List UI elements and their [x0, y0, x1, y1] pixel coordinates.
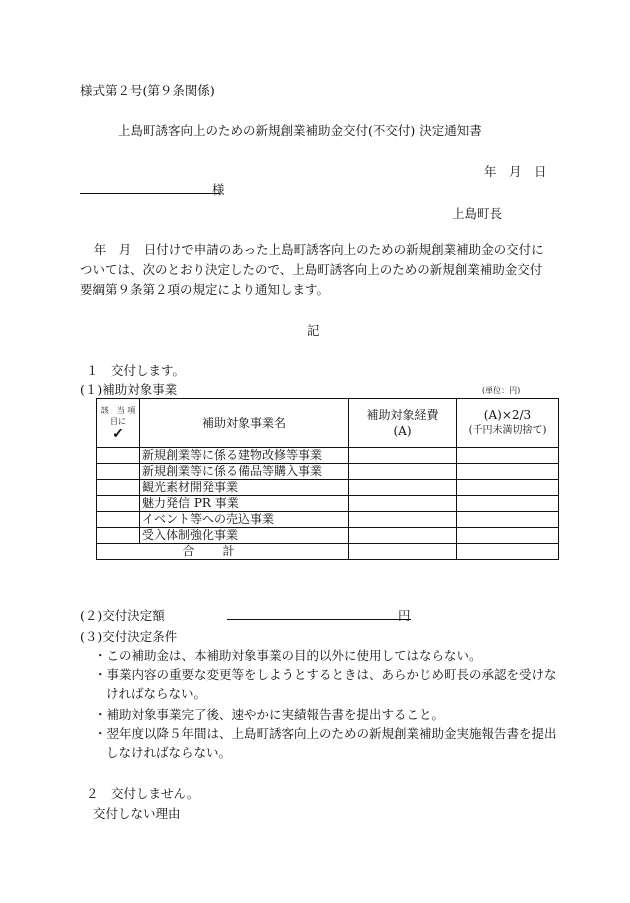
subsidy-header	[457, 399, 559, 448]
subsection3-title: (３)交付決定条件	[80, 629, 178, 644]
total-cost-cell[interactable]	[349, 544, 457, 560]
check-cell[interactable]	[97, 496, 140, 512]
cost-header-line1: 補助対象経費	[366, 408, 439, 422]
total-row	[97, 544, 559, 560]
cost-cell[interactable]	[349, 512, 457, 528]
project-name-cell: イベント等への売込事業	[140, 512, 349, 528]
document-title: 上島町誘客向上のための新規創業補助金交付(不交付) 決定通知書	[118, 123, 482, 138]
unit-note: (単位：円)	[482, 386, 521, 395]
non-grant-reason-label: 交付しない理由	[93, 806, 181, 821]
body-paragraph: 年 月 日付けで申請のあった上島町誘客向上のための新規創業補助金の交付については、次のとおり決定したので、上島町誘客向上のための新規創業補助金交付要綱第９条第２項の規定により通知します。	[80, 242, 544, 297]
table-row	[97, 480, 559, 496]
subsidy-cell[interactable]	[457, 528, 559, 544]
addressee-line	[80, 193, 220, 194]
check-column-header	[97, 399, 140, 448]
table-row	[97, 528, 559, 544]
section1-heading: １ 交付します。	[86, 363, 186, 378]
table-row	[97, 496, 559, 512]
amount-field[interactable]	[227, 619, 411, 620]
subsidy-header-line2: (千円未満切捨て)	[468, 425, 547, 436]
cost-cell[interactable]	[349, 480, 457, 496]
ki-heading: 記	[307, 323, 320, 338]
subsection2-title: (２)交付決定額	[80, 608, 165, 623]
project-name-cell: 魅力発信 PR 事業	[140, 496, 349, 512]
condition-item: ・事業内容の重要な変更等をしようとするときは、あらかじめ町長の承認を受けなければならない。	[94, 667, 557, 701]
cost-header-line2: (A)	[393, 424, 412, 438]
condition-item: ・この補助金は、本補助対象事業の目的以外に使用してはならない。	[94, 648, 482, 663]
check-column-label: 該 当 項目に	[100, 406, 136, 426]
section2-heading: ２ 交付しません。	[86, 786, 200, 801]
subsidy-cell[interactable]	[457, 448, 559, 464]
total-label: 合計	[97, 544, 349, 560]
checkmark-icon: ✓	[112, 426, 124, 442]
amount-unit: 円	[398, 608, 411, 623]
cost-header	[349, 399, 457, 448]
issuer: 上島町長	[452, 206, 503, 221]
table-row	[97, 448, 559, 464]
subsidy-cell[interactable]	[457, 496, 559, 512]
project-name-cell: 観光素材開発事業	[140, 480, 349, 496]
table-row	[97, 464, 559, 480]
project-name-cell: 新規創業等に係る建物改修等事業	[140, 448, 349, 464]
project-name-cell: 新規創業等に係る備品等購入事業	[140, 464, 349, 480]
subsidy-cell[interactable]	[457, 480, 559, 496]
project-name-cell: 受入体制強化事業	[140, 528, 349, 544]
addressee-suffix: 様	[212, 182, 225, 197]
table-header-row	[97, 399, 559, 448]
subsidy-cell[interactable]	[457, 512, 559, 528]
table-row	[97, 512, 559, 528]
check-cell[interactable]	[97, 464, 140, 480]
subsection1-title: (１)補助対象事業	[80, 382, 178, 397]
cost-cell[interactable]	[349, 496, 457, 512]
project-name-header: 補助対象事業名	[140, 399, 349, 448]
cost-cell[interactable]	[349, 528, 457, 544]
cost-cell[interactable]	[349, 464, 457, 480]
check-cell[interactable]	[97, 528, 140, 544]
total-subsidy-cell[interactable]	[457, 544, 559, 560]
form-number: 様式第２号(第９条関係)	[80, 83, 215, 98]
check-cell[interactable]	[97, 448, 140, 464]
subsidy-table	[96, 398, 559, 560]
check-cell[interactable]	[97, 480, 140, 496]
subsidy-cell[interactable]	[457, 464, 559, 480]
condition-item: ・翌年度以降５年間は、上島町誘客向上のための新規創業補助金実施報告書を提出しなければならない。	[94, 726, 557, 760]
check-cell[interactable]	[97, 512, 140, 528]
issue-date: 年 月 日	[484, 164, 547, 179]
condition-item: ・補助対象事業完了後、速やかに実績報告書を提出すること。	[94, 707, 445, 722]
subsidy-header-line1: (A)×2/3	[483, 408, 532, 422]
cost-cell[interactable]	[349, 448, 457, 464]
